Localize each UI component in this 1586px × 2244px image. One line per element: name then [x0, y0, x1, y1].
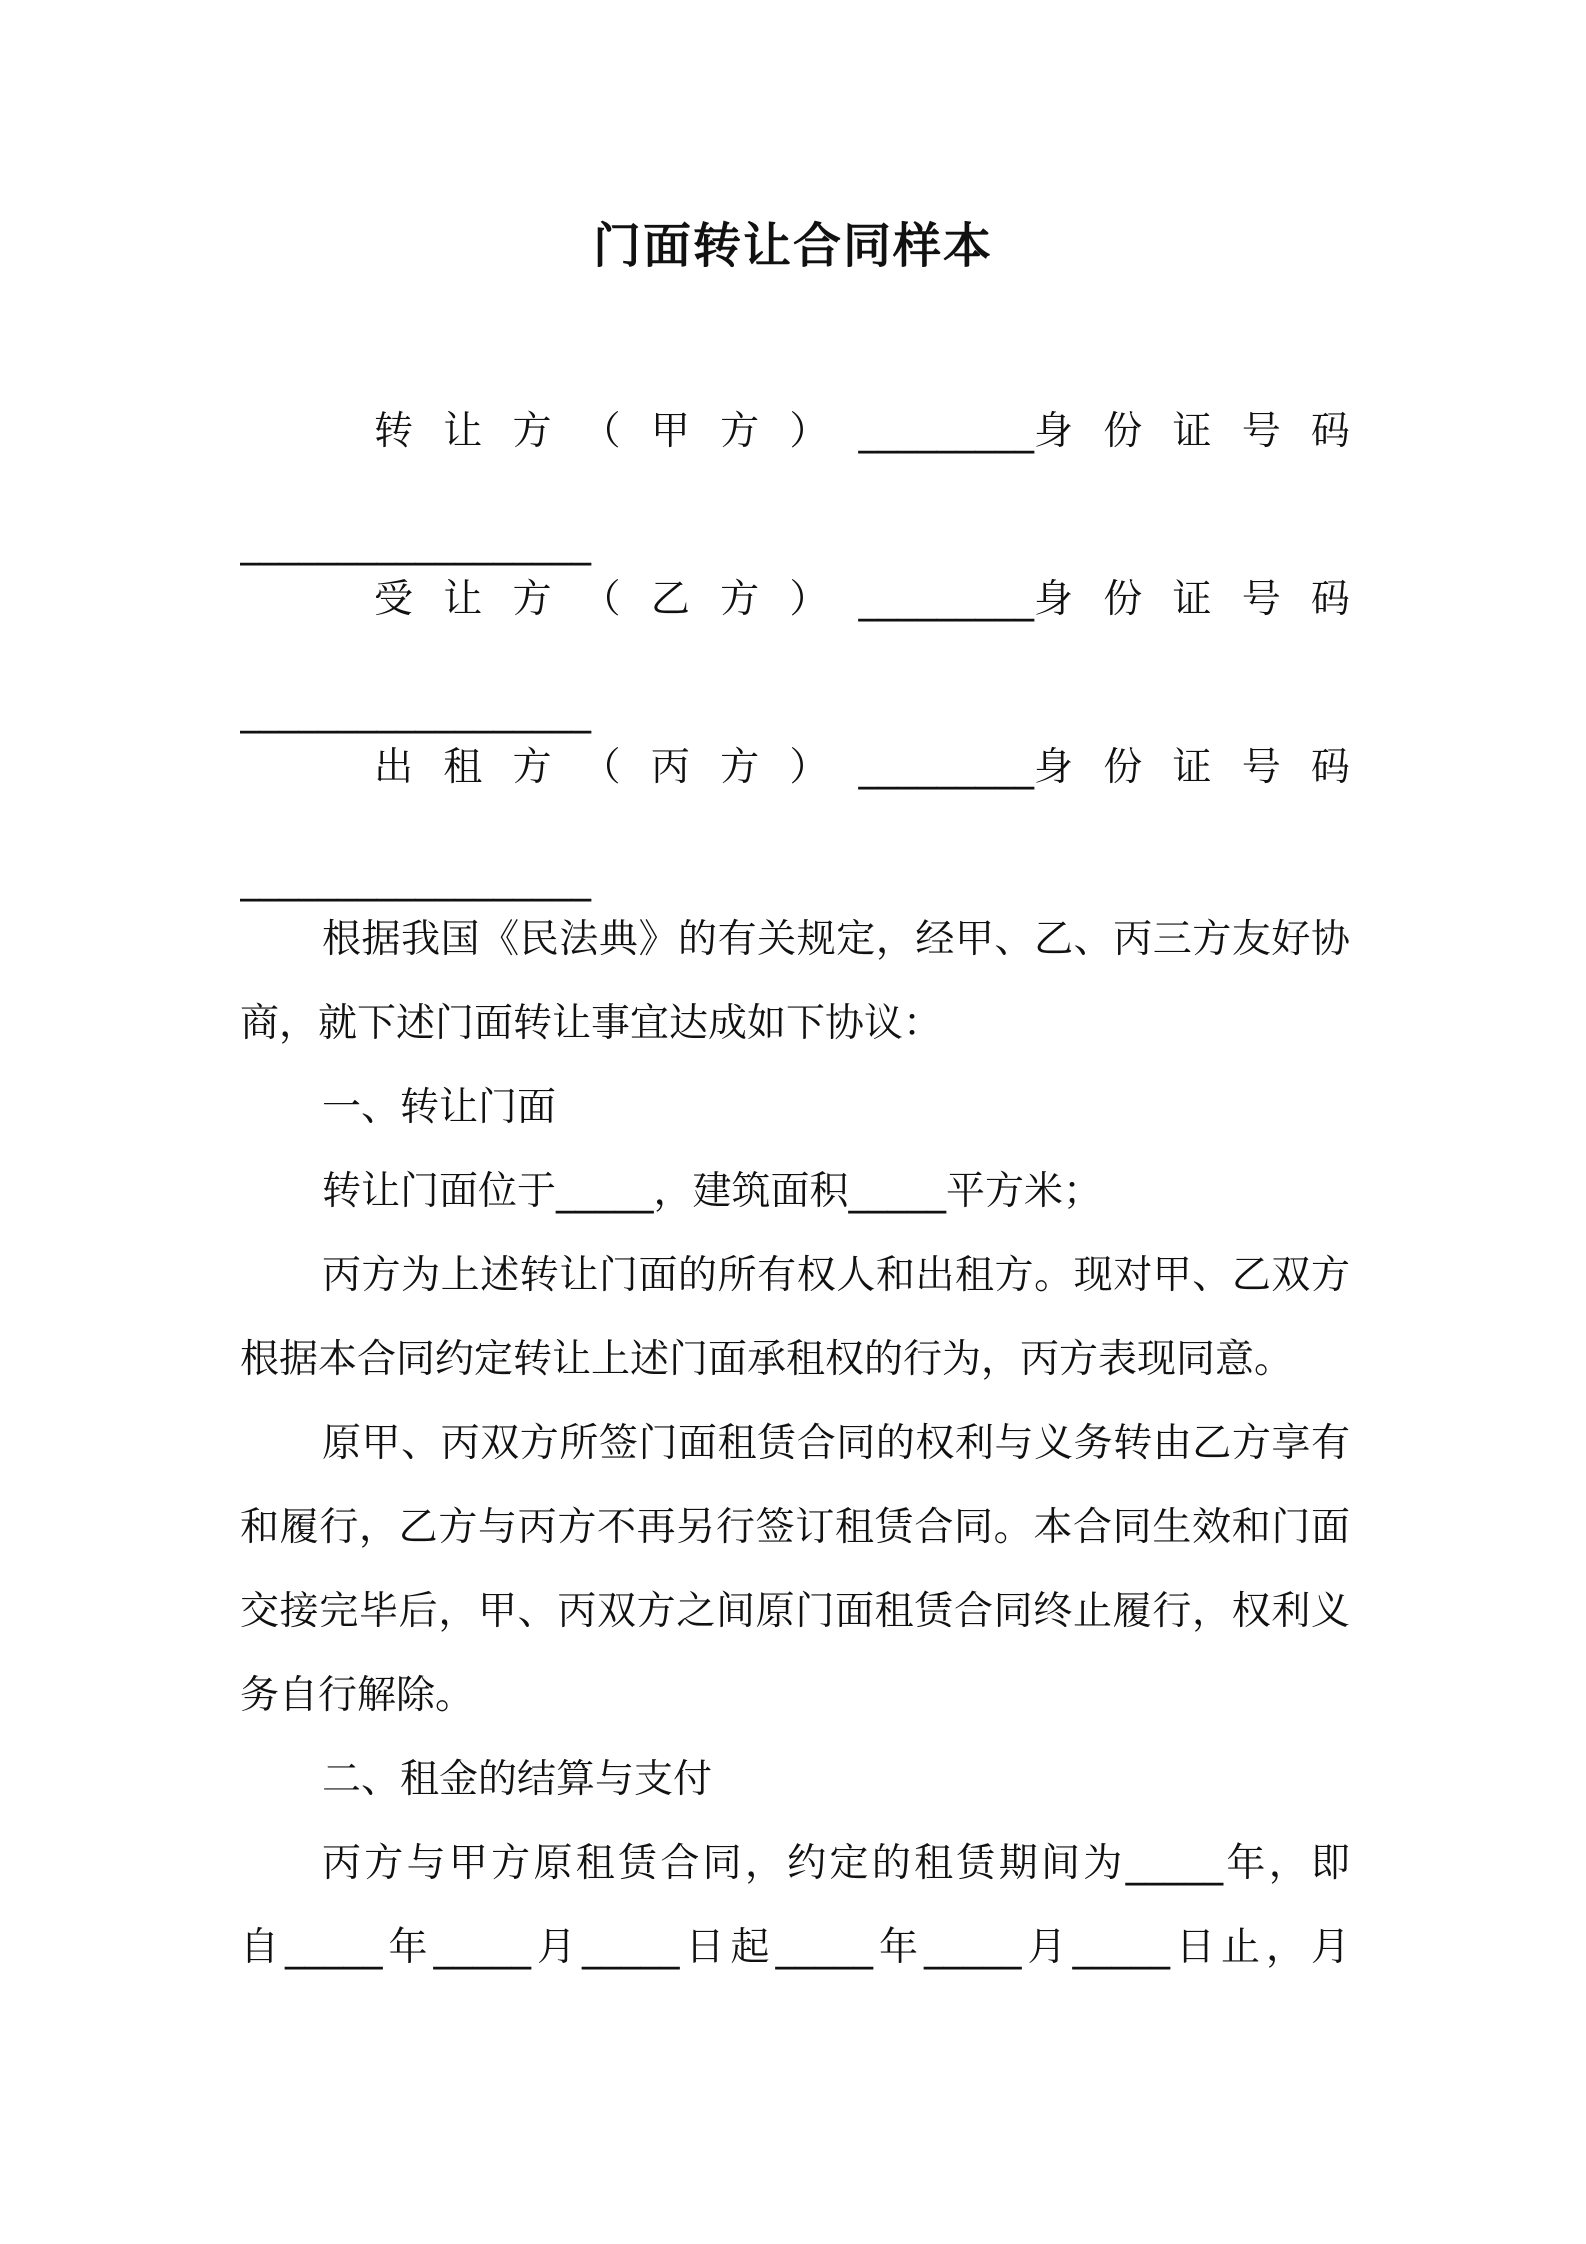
- section-heading: 一、转让门面: [322, 1085, 557, 1130]
- party-char: 让: [443, 577, 483, 622]
- party-line-transferor: [240, 404, 1350, 460]
- party-char: 证: [1172, 577, 1212, 622]
- party-char: _________身: [858, 745, 1074, 790]
- intro-line: 商，就下述门面转让事宜达成如下协议：: [240, 1001, 943, 1046]
- id-number-blank: __________________: [240, 857, 591, 902]
- party-char: ）: [789, 745, 829, 790]
- section-heading: 二、租金的结算与支付: [322, 1757, 713, 1802]
- party-char: ）: [789, 409, 829, 454]
- party-char: （: [581, 577, 621, 622]
- paragraph-line: 交接完毕后，甲、丙双方之间原门面租赁合同终止履行，权利义: [240, 1589, 1350, 1634]
- paragraph-line: 丙方与甲方原租赁合同，约定的租赁期间为_____年，即: [322, 1841, 1350, 1886]
- party-line-transferee: [240, 572, 1350, 628]
- party-char: 甲: [650, 409, 690, 454]
- party-char: 份: [1103, 409, 1143, 454]
- party-char: 份: [1103, 577, 1143, 622]
- party-char: 份: [1103, 745, 1143, 790]
- party-char: （: [581, 409, 621, 454]
- party-char: ）: [789, 577, 829, 622]
- party-char: 方: [512, 409, 552, 454]
- id-number-blank: __________________: [240, 521, 591, 566]
- party-char: 方: [512, 745, 552, 790]
- party-char: 受: [374, 577, 414, 622]
- paragraph-line: 转让门面位于_____，建筑面积_____平方米；: [322, 1169, 1103, 1214]
- party-char: 转: [374, 409, 414, 454]
- party-char: 方: [720, 745, 760, 790]
- paragraph-line: 丙方为上述转让门面的所有权人和出租方。现对甲、乙双方: [322, 1253, 1350, 1298]
- party-char: 方: [720, 577, 760, 622]
- party-char: 出: [374, 745, 414, 790]
- party-char: 码: [1310, 745, 1350, 790]
- party-char: 号: [1241, 577, 1281, 622]
- paragraph-line: 和履行，乙方与丙方不再另行签订租赁合同。本合同生效和门面: [240, 1505, 1350, 1550]
- party-char: 租: [443, 745, 483, 790]
- intro-line: 根据我国《民法典》的有关规定，经甲、乙、丙三方友好协: [322, 917, 1350, 962]
- party-char: 方: [720, 409, 760, 454]
- party-char: 让: [443, 409, 483, 454]
- party-char: 方: [512, 577, 552, 622]
- party-char: （: [581, 745, 621, 790]
- party-char: _________身: [858, 409, 1074, 454]
- party-char: 丙: [650, 745, 690, 790]
- party-char: 号: [1241, 409, 1281, 454]
- party-char: 乙: [650, 577, 690, 622]
- paragraph-line: 务自行解除。: [240, 1673, 475, 1718]
- party-char: 码: [1310, 409, 1350, 454]
- document-title: 门面转让合同样本: [592, 218, 993, 274]
- party-char: 码: [1310, 577, 1350, 622]
- party-char: 证: [1172, 745, 1212, 790]
- paragraph-line: 根据本合同约定转让上述门面承租权的行为，丙方表现同意。: [240, 1337, 1294, 1382]
- party-line-lessor: [240, 740, 1350, 796]
- id-number-blank: __________________: [240, 689, 591, 734]
- party-char: 号: [1241, 745, 1281, 790]
- paragraph-line: 自_____年_____月_____日起_____年_____月_____日止，月: [240, 1925, 1350, 1970]
- party-char: 证: [1172, 409, 1212, 454]
- paragraph-line: 原甲、丙双方所签门面租赁合同的权利与义务转由乙方享有: [322, 1421, 1350, 1466]
- party-char: _________身: [858, 577, 1074, 622]
